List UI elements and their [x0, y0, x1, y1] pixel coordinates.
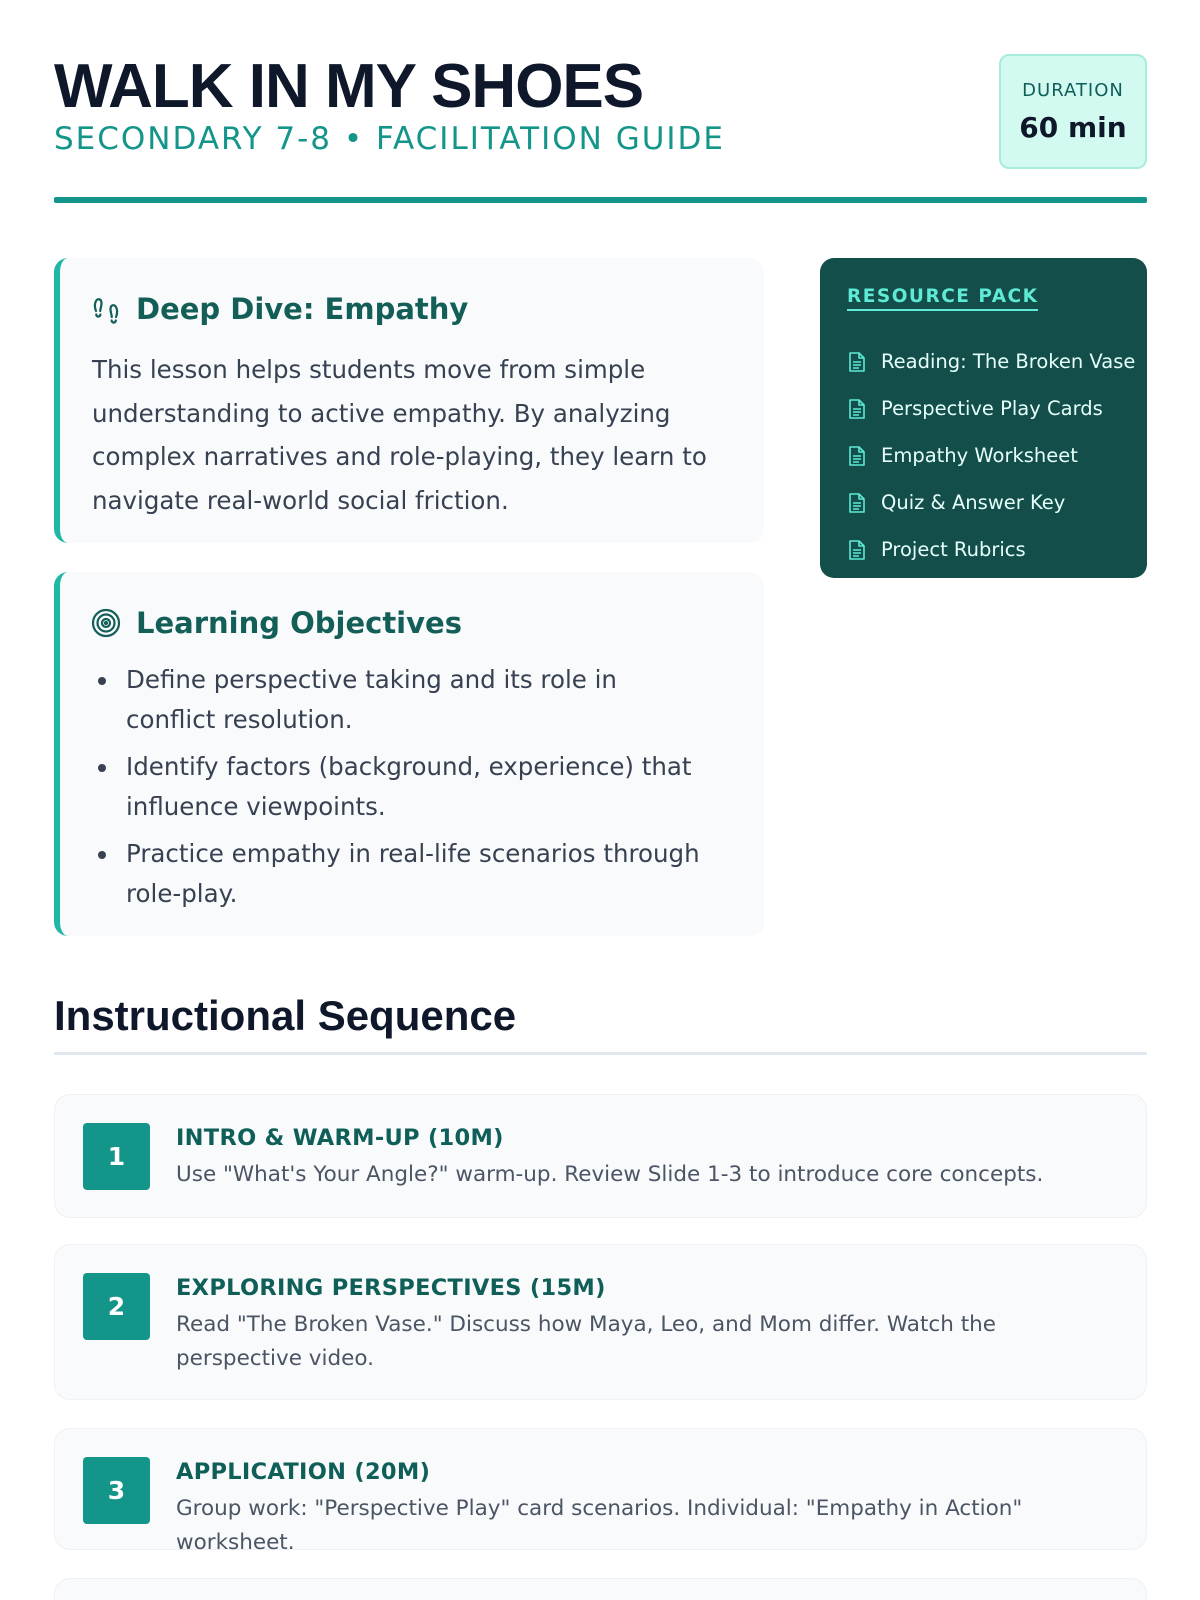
objectives-header: [90, 606, 462, 640]
page-title: WALK IN MY SHOES: [54, 52, 644, 121]
footprints-icon: [90, 293, 122, 325]
deep-dive-text: This lesson helps students move from simple understanding to active empathy. By analyzing complex narratives and role-playing, they learn to navigate real-world social friction.: [92, 355, 707, 515]
deep-dive-header: [90, 292, 468, 326]
resource-pack-title: RESOURCE PACK: [847, 286, 1038, 311]
page-subtitle: SECONDARY 7-8 • FACILITATION GUIDE: [54, 121, 726, 157]
resource-item[interactable]: [847, 479, 1135, 526]
resource-item-label: Empathy Worksheet: [881, 444, 1078, 467]
document-icon: [847, 492, 867, 514]
objective-item: Identify factors (background, experience) that influence viewpoints.: [92, 747, 712, 827]
sequence-step: [54, 1428, 1147, 1555]
header: [54, 52, 1147, 204]
resource-item-label: Perspective Play Cards: [881, 397, 1103, 420]
deep-dive-card: [54, 258, 764, 543]
step-number: 3: [83, 1457, 150, 1524]
objective-item: Define perspective taking and its role in conflict resolution.: [92, 660, 712, 740]
sequence-step-partial: [54, 1578, 1147, 1600]
resource-list: [847, 338, 1135, 573]
duration-badge: [999, 54, 1147, 169]
objectives-list: [92, 660, 712, 921]
resource-item-label: Quiz & Answer Key: [881, 491, 1066, 514]
learning-objectives-card: [54, 572, 764, 936]
step-description: Read "The Broken Vase." Discuss how Maya, Leo, and Mom differ. Watch the perspective video.: [176, 1312, 996, 1371]
resource-item[interactable]: [847, 385, 1135, 432]
step-title: INTRO & WARM-UP (10M): [176, 1125, 504, 1151]
resource-item-label: Reading: The Broken Vase: [881, 350, 1136, 373]
step-number: 2: [83, 1273, 150, 1340]
objective-item: Practice empathy in real-life scenarios through role-play.: [92, 834, 712, 914]
objectives-heading: Learning Objectives: [136, 606, 462, 640]
step-description: Use "What's Your Angle?" warm-up. Review Slide 1-3 to introduce core concepts.: [176, 1162, 1044, 1187]
resource-pack-panel: [820, 258, 1147, 578]
resource-item[interactable]: [847, 526, 1135, 573]
resource-item[interactable]: [847, 432, 1135, 479]
document-icon: [847, 445, 867, 467]
sequence-step: [54, 1244, 1147, 1400]
sequence-divider: [54, 1052, 1147, 1055]
deep-dive-heading: Deep Dive: Empathy: [136, 292, 469, 326]
duration-label: DURATION: [1022, 80, 1124, 101]
step-title: APPLICATION (20M): [176, 1459, 431, 1485]
resource-item-label: Project Rubrics: [881, 538, 1026, 561]
document-icon: [847, 398, 867, 420]
step-description: Group work: "Perspective Play" card scenarios. Individual: "Empathy in Action" worksheet.: [176, 1496, 1023, 1555]
step-number: 1: [83, 1123, 150, 1190]
document-icon: [847, 539, 867, 561]
sequence-title: Instructional Sequence: [54, 992, 517, 1039]
sequence-step: [54, 1094, 1147, 1218]
target-icon: [90, 607, 122, 639]
resource-item[interactable]: [847, 338, 1135, 385]
header-divider: [54, 197, 1147, 203]
step-title: EXPLORING PERSPECTIVES (15M): [176, 1275, 606, 1301]
document-icon: [847, 351, 867, 373]
duration-value: 60 min: [1019, 111, 1127, 144]
